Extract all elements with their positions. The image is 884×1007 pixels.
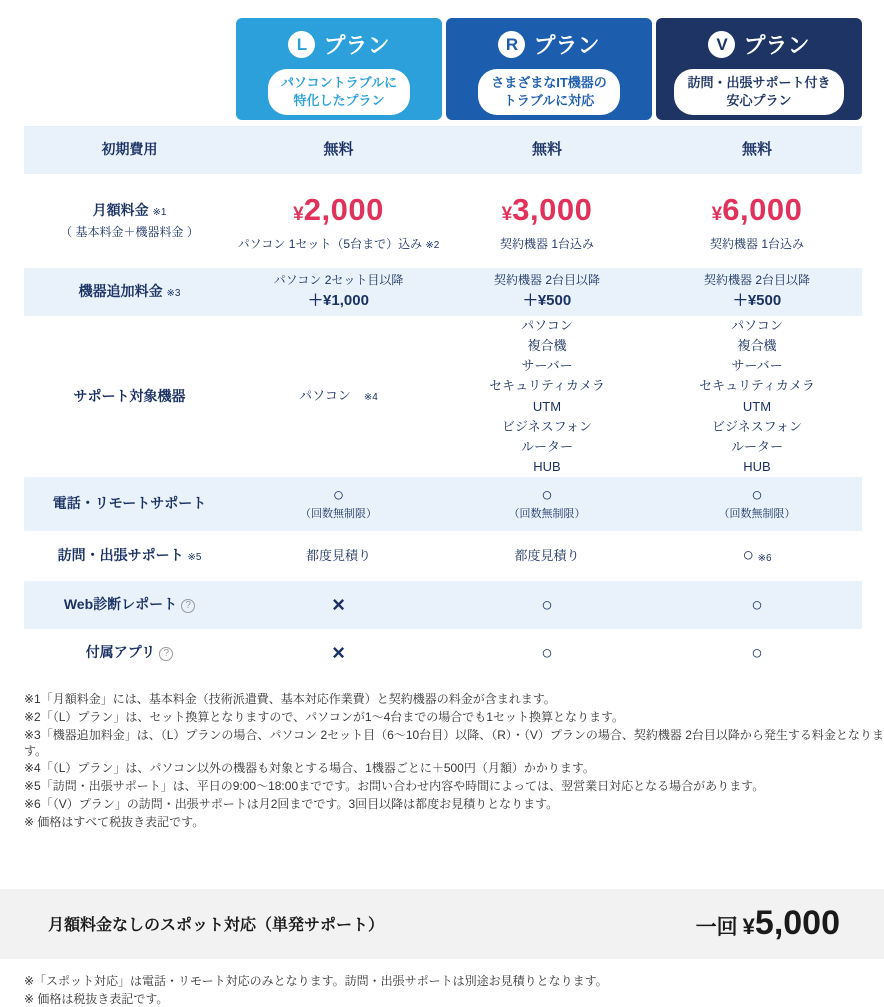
row-addition-fee [24, 268, 862, 316]
price-desc: 契約機器 1台込み [709, 237, 804, 252]
plan-badge-v [674, 69, 843, 115]
row-remote-support [24, 477, 862, 531]
cell-price-r [442, 188, 652, 253]
plan-comparison-table [24, 126, 862, 677]
footnote: ※3「機器追加料金」は、（L）プランの場合、パソコン 2セット目（6〜10台目）以降、（R）・（V）プランの場合、契約機器 2台目以降から発生する料金となります。 [24, 727, 884, 758]
row-label-text: 月額料金 [92, 202, 149, 219]
note-marker: ※6 [757, 552, 772, 564]
plan-header-row [236, 18, 884, 120]
spot-title: 月額料金なしのスポット対応（単発サポート） [48, 917, 385, 935]
cell-devices-l: パソコン ※4 [299, 388, 378, 404]
row-supported-devices [24, 316, 862, 477]
circle-mark-icon: ○ [332, 484, 345, 506]
plan-badge-line: 訪問・出張サポート付き [687, 75, 831, 90]
plan-title-l [288, 29, 389, 60]
cell-initial-r: 無料 [531, 141, 562, 159]
plan-badge-line: 特化したプラン [293, 93, 385, 109]
note-marker: ※3 [166, 288, 181, 300]
note-marker: ※1 [152, 207, 167, 219]
cell-price-v [652, 188, 862, 253]
price-desc: 契約機器 1台込み [499, 237, 594, 252]
cell-visit-l: 都度見積り [305, 547, 371, 563]
help-icon[interactable]: ? [181, 599, 195, 613]
plan-card-r [446, 18, 652, 120]
price-amount: 2,000 [303, 192, 384, 228]
price-amount: 3,000 [512, 192, 593, 228]
footnote: ※ 価格はすべて税抜き表記です。 [24, 814, 205, 829]
spot-unit: 一回 [695, 916, 738, 940]
spot-price [696, 904, 840, 943]
cell-addition-l: パソコン 2セット目以降 ＋¥1,000 [273, 272, 404, 310]
cell-remote-l: ○ （回数無制限） [235, 486, 442, 523]
circle-mark-icon: ○ [751, 484, 763, 506]
row-label: 付属アプリ ? [24, 643, 235, 663]
row-label: Web診断レポート ? [24, 595, 235, 615]
plan-title-r [498, 29, 599, 60]
price-amount: 6,000 [722, 192, 803, 228]
spot-amount: 5,000 [754, 904, 840, 943]
footnote: ※「スポット対応」は電話・リモート対応のみとなります。訪問・出張サポートは別途お見積りとなります。 [24, 973, 608, 988]
cell-addition-r: 契約機器 2台目以降 ＋¥500 [493, 272, 600, 310]
spot-section [0, 889, 884, 959]
plan-title-v [708, 29, 809, 60]
footnote: ※2「（L）プラン」は、セット換算となりますので、パソコンが1〜4台までの場合でも1セット換算となります。 [24, 709, 624, 724]
row-label: 初期費用 [101, 141, 158, 158]
note-marker: ※5 [187, 552, 202, 564]
row-label: サポート対象機器 [73, 387, 186, 404]
row-sublabel: （ 基本料金＋機器料金 ） [60, 224, 199, 239]
cell-remote-r: ○ （回数無制限） [442, 486, 652, 523]
footnote: ※5「訪問・出張サポート」は、平日の9:00〜18:00までです。お問い合わせ内容や時間によっては、翌営業日対応となる場合があります。 [24, 779, 765, 794]
cell-visit-v [652, 546, 862, 567]
cross-mark-icon: × [332, 592, 345, 618]
price-desc: パソコン 1セット（5台まで）込み ※2 [237, 237, 440, 252]
row-initial-cost [24, 126, 862, 174]
plan-letter-icon: R [498, 31, 525, 58]
footnote: ※6「（V）プラン」の訪問・出張サポートは月2回までです。3回目以降は都度お見積りとなります。 [24, 797, 559, 812]
row-label: 電話・リモートサポート [52, 495, 207, 512]
row-label: 訪問・出張サポート ※5 [57, 547, 202, 564]
row-app [24, 629, 862, 677]
plan-card-v [656, 18, 862, 120]
plan-badge-l [268, 69, 410, 115]
row-label: 機器追加料金 ※3 [78, 283, 181, 300]
row-label [24, 201, 235, 240]
cell-initial-l: 無料 [323, 141, 354, 159]
footnote: ※4「（L）プラン」は、パソコン以外の機器も対象とする場合、1機器ごとに＋500円（月額）かかります。 [24, 761, 595, 776]
plan-badge-line: さまざまなIT機器の [491, 75, 607, 90]
cross-mark-icon: × [332, 640, 345, 666]
cell-devices-v: パソコン 複合機 サーバー セキュリティカメラ UTM ビジネスフォン ルーター HUB [699, 318, 815, 474]
spot-currency: ¥ [742, 914, 755, 940]
cell-remote-v: ○ （回数無制限） [652, 486, 862, 523]
plan-badge-r [478, 69, 620, 115]
plan-badge-line: 安心プラン [726, 93, 792, 109]
cell-price-l [235, 188, 442, 253]
cell-initial-v: 無料 [741, 141, 772, 159]
plan-suffix: プラン [743, 33, 810, 58]
row-monthly-fee [24, 174, 862, 268]
plan-badge-line: パソコントラブルに [280, 75, 398, 90]
circle-mark-icon: ○ [751, 642, 763, 664]
note-marker: ※2 [425, 240, 440, 252]
plan-letter-icon: L [288, 31, 315, 58]
help-icon[interactable]: ? [159, 647, 173, 661]
price-currency: ¥ [711, 204, 723, 226]
row-web-report [24, 581, 862, 629]
plan-badge-line: トラブルに対応 [503, 93, 595, 109]
price-currency: ¥ [501, 204, 513, 226]
plan-suffix: プラン [323, 33, 390, 58]
plan-letter-icon: V [708, 31, 735, 58]
cell-devices-r: パソコン 複合機 サーバー セキュリティカメラ UTM ビジネスフォン ルーター HUB [489, 318, 605, 474]
footnotes [24, 692, 884, 831]
circle-mark-icon: ○ [742, 544, 754, 566]
cell-addition-v: 契約機器 2台目以降 ＋¥500 [703, 272, 810, 310]
spot-footnotes [24, 974, 884, 1007]
footnote: ※ 価格は税抜き表記です。 [24, 991, 169, 1006]
cell-visit-r: 都度見積り [514, 547, 580, 563]
note-marker: ※4 [363, 392, 378, 404]
circle-mark-icon: ○ [541, 594, 553, 616]
plan-suffix: プラン [533, 33, 600, 58]
circle-mark-icon: ○ [541, 642, 553, 664]
circle-mark-icon: ○ [541, 484, 553, 506]
row-visit-support [24, 531, 862, 581]
footnote: ※1「月額料金」には、基本料金（技術派遣費、基本対応作業費）と契約機器の料金が含まれます。 [24, 692, 556, 707]
price-currency: ¥ [293, 204, 304, 226]
plan-card-l [236, 18, 442, 120]
circle-mark-icon: ○ [751, 594, 763, 616]
